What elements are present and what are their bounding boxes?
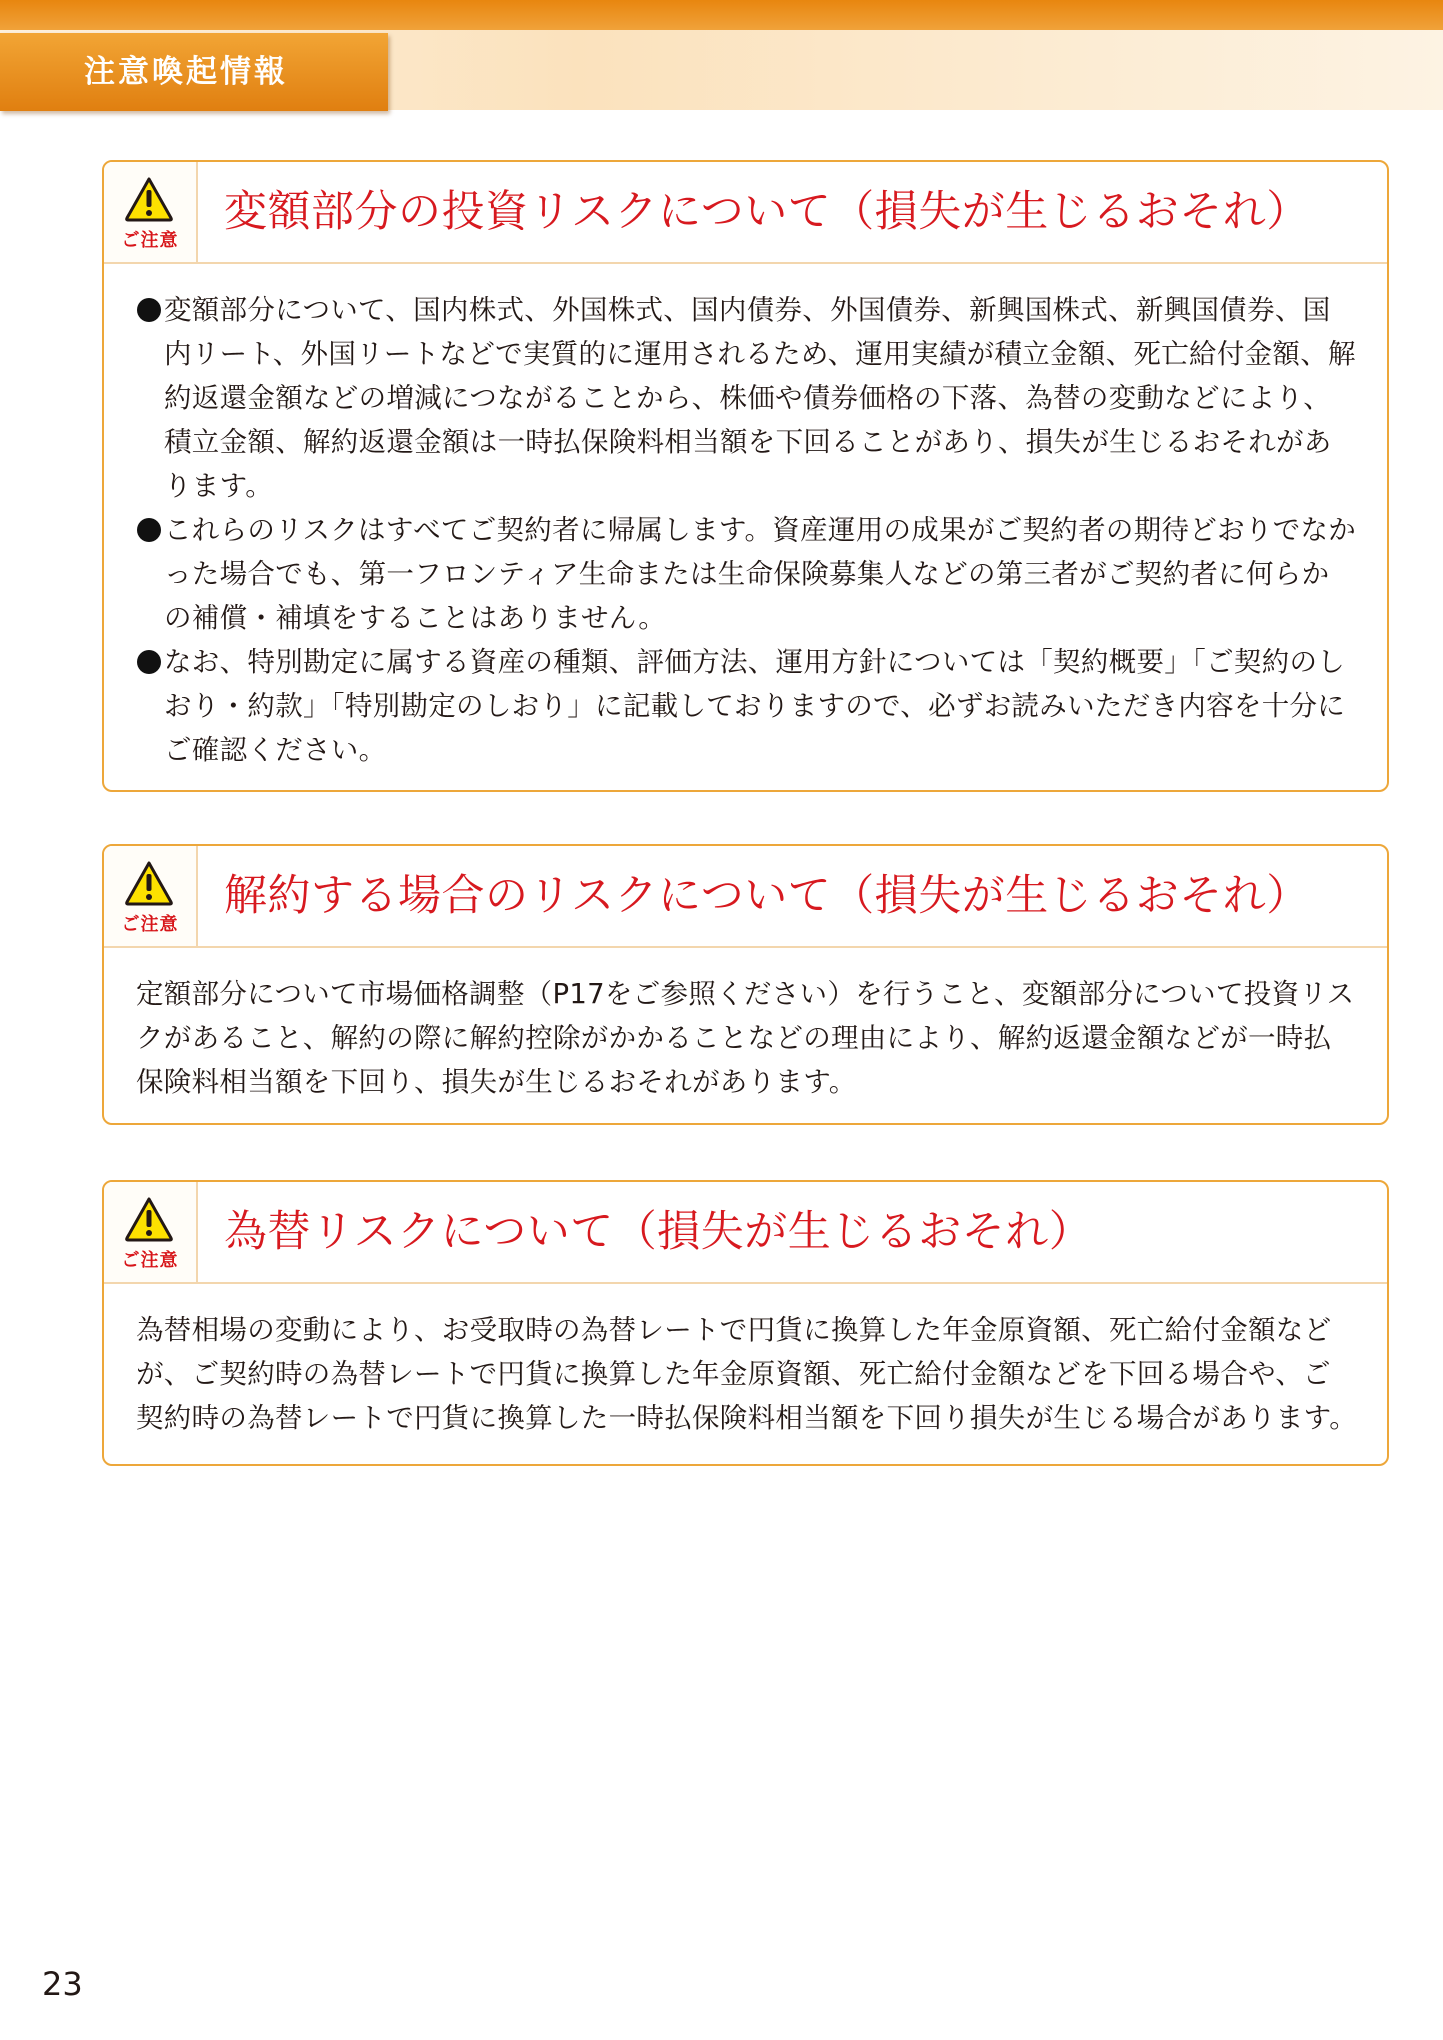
caution-label: ご注意 <box>121 914 179 935</box>
caution-badge <box>104 162 198 262</box>
caution-label: ご注意 <box>121 1250 179 1271</box>
section-body <box>104 948 1387 1104</box>
section-text: 為替相場の変動により、お受取時の為替レートで円貨に換算した年金原資額、死亡給付金額などが、ご契約時の為替レートで円貨に換算した年金原資額、死亡給付金額などを下回る場合や、ご契約時の為替レートで円貨に換算した一時払保険料相当額を下回り損失が生じる場合があります。 <box>136 1314 1357 1434</box>
warning-triangle-icon <box>124 176 174 222</box>
caution-badge <box>104 846 198 946</box>
warning-box-investment-risk <box>102 160 1389 792</box>
warning-box-header <box>104 846 1387 948</box>
caution-badge <box>104 1182 198 1282</box>
warning-triangle-icon <box>124 860 174 906</box>
bullet-item: これらのリスクはすべてご契約者に帰属します。資産運用の成果がご契約者の期待どおりでなかった場合でも、第一フロンティア生命または生命保険募集人などの第三者がご契約者に何らかの補償・補填をすることはありません。 <box>136 508 1357 640</box>
warning-box-surrender-risk <box>102 844 1389 1125</box>
top-color-band <box>0 0 1443 30</box>
section-body <box>104 264 1387 772</box>
warning-triangle-icon <box>124 1196 174 1242</box>
bullet-list <box>136 288 1357 772</box>
section-title: 変額部分の投資リスクについて（損失が生じるおそれ） <box>224 187 1310 237</box>
warning-box-exchange-risk <box>102 1180 1389 1466</box>
section-body <box>104 1284 1387 1440</box>
bullet-item: なお、特別勘定に属する資産の種類、評価方法、運用方針については「契約概要」「ご契約のしおり・約款」「特別勘定のしおり」に記載しておりますので、必ずお読みいただき内容を十分にご確認ください。 <box>136 640 1357 772</box>
caution-label: ご注意 <box>121 230 179 251</box>
section-header-tab <box>0 33 388 111</box>
section-title: 解約する場合のリスクについて（損失が生じるおそれ） <box>224 871 1310 921</box>
bullet-item: 変額部分について、国内株式、外国株式、国内債券、外国債券、新興国株式、新興国債券、国内リート、外国リートなどで実質的に運用されるため、運用実績が積立金額、死亡給付金額、解約返還金額などの増減につながることから、株価や債券価格の下落、為替の変動などにより、積立金額、解約返還金額は一時払保険料相当額を下回ることがあり、損失が生じるおそれがあります。 <box>136 288 1357 508</box>
section-label: 注意喚起情報 <box>84 54 288 90</box>
section-text: 定額部分について市場価格調整（P17をご参照ください）を行うこと、変額部分について投資リスクがあること、解約の際に解約控除がかかることなどの理由により、解約返還金額などが一時払保険料相当額を下回り、損失が生じるおそれがあります。 <box>136 978 1355 1098</box>
warning-box-header <box>104 162 1387 264</box>
page-number: 23 <box>42 1965 83 2003</box>
section-title: 為替リスクについて（損失が生じるおそれ） <box>224 1207 1093 1257</box>
warning-box-header <box>104 1182 1387 1284</box>
